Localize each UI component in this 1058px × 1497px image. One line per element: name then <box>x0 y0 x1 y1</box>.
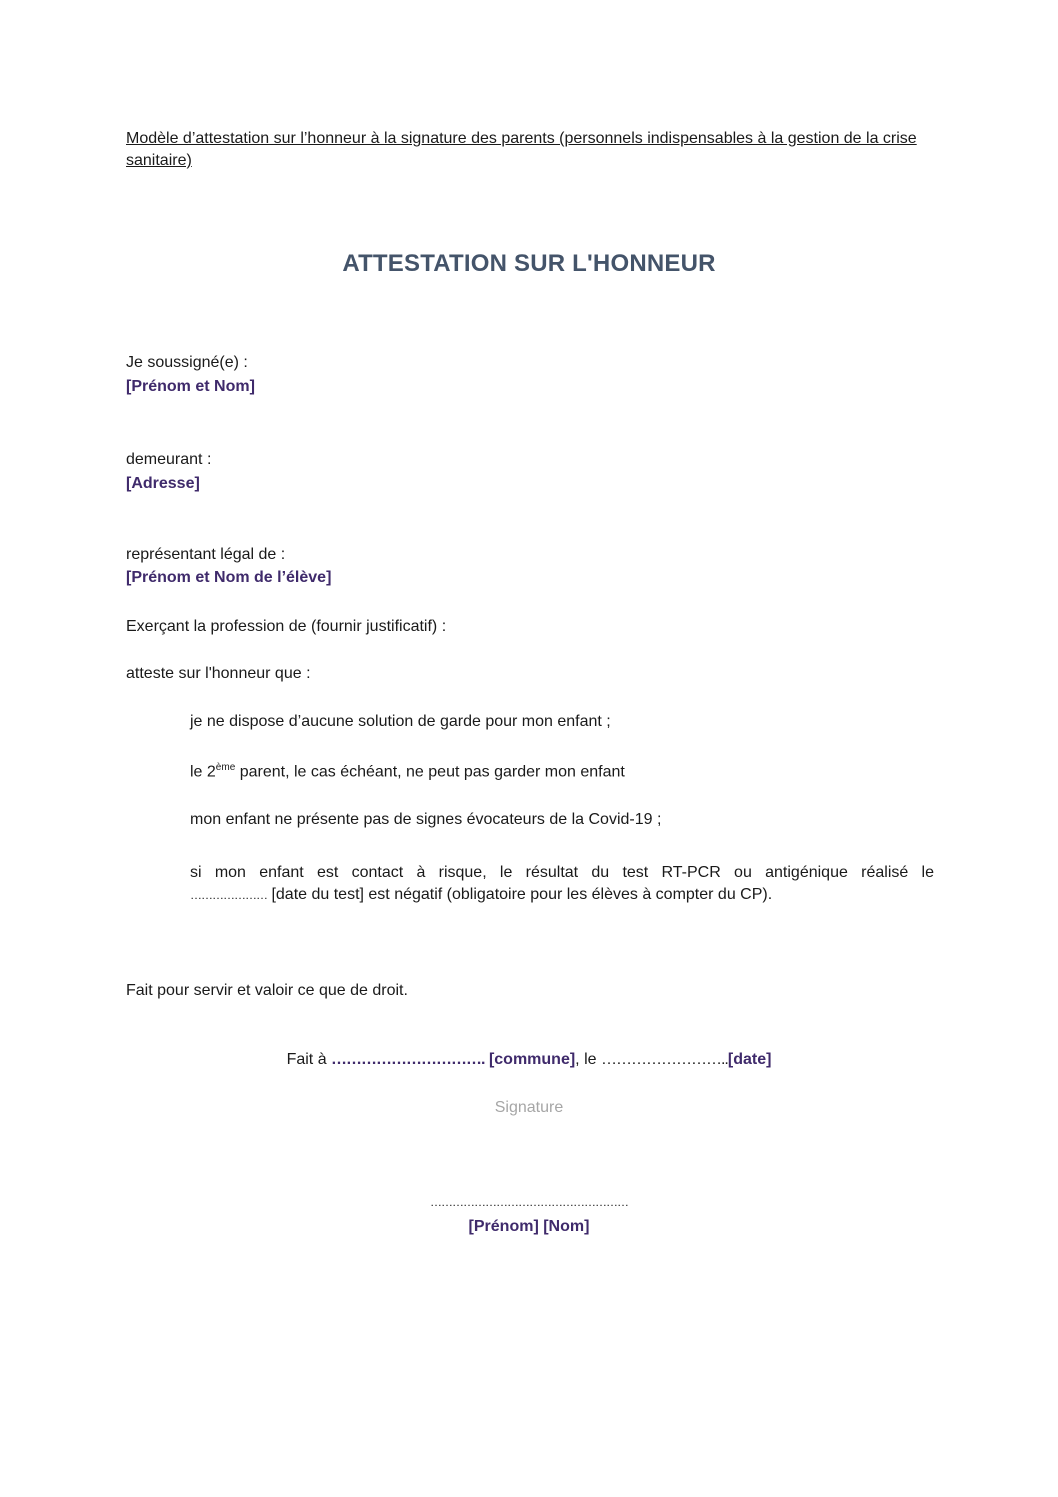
representant-value: [Prénom et Nom de l’élève] <box>126 569 332 586</box>
statement-item-2-suffix: parent, le cas échéant, ne peut pas garder mon enfant <box>235 763 625 781</box>
document-header: Modèle d’attestation sur l’honneur à la signature des parents (personnels indispensables à la gestion de la crise sanitaire) <box>126 130 917 169</box>
demeurant-value: [Adresse] <box>126 475 200 492</box>
commune-placeholder: [commune] <box>484 1051 576 1068</box>
atteste-label: atteste sur l'honneur que : <box>126 665 311 682</box>
demeurant-label: demeurant : <box>126 451 212 468</box>
statement-item-2 <box>190 762 625 781</box>
profession-label: Exerçant la profession de (fournir justificatif) : <box>126 618 447 635</box>
commune-dots: …………………………. <box>331 1051 485 1068</box>
signature-name: [Prénom] [Nom] <box>468 1218 590 1235</box>
date-placeholder: [date] <box>727 1051 772 1068</box>
fait-pour-servir: Fait pour servir et valoir ce que de droit. <box>126 982 408 999</box>
statement-item-3: mon enfant ne présente pas de signes évocateurs de la Covid-19 ; <box>190 811 662 828</box>
statement-item-2-prefix: le 2 <box>190 763 216 781</box>
representant-label: représentant légal de : <box>126 546 286 563</box>
signature-dots: ……………………………………………… <box>430 1195 628 1209</box>
page-title: ATTESTATION SUR L'HONNEUR <box>342 250 716 277</box>
statement-item-4-line-2 <box>190 886 772 904</box>
statement-item-2-sup: ème <box>215 762 236 773</box>
date-test-dots: ………………… <box>190 888 267 902</box>
statement-item-1: je ne dispose d’aucune solution de garde pour mon enfant ; <box>190 713 611 730</box>
statement-item-4-line-1: si mon enfant est contact à risque, le résultat du test RT-PCR ou antigénique réalisé le <box>190 864 934 881</box>
signature-label: Signature <box>494 1099 564 1116</box>
fait-a-line <box>0 1051 1058 1069</box>
date-dots: …………………….. <box>600 1051 728 1068</box>
le-text: , le <box>575 1051 601 1068</box>
soussigne-label: Je soussigné(e) : <box>126 354 248 371</box>
soussigne-value: [Prénom et Nom] <box>126 378 255 395</box>
statement-item-4-rest: [date du test] est négatif (obligatoire pour les élèves à compter du CP). <box>267 886 773 903</box>
fait-a-prefix: Fait à <box>286 1051 332 1068</box>
